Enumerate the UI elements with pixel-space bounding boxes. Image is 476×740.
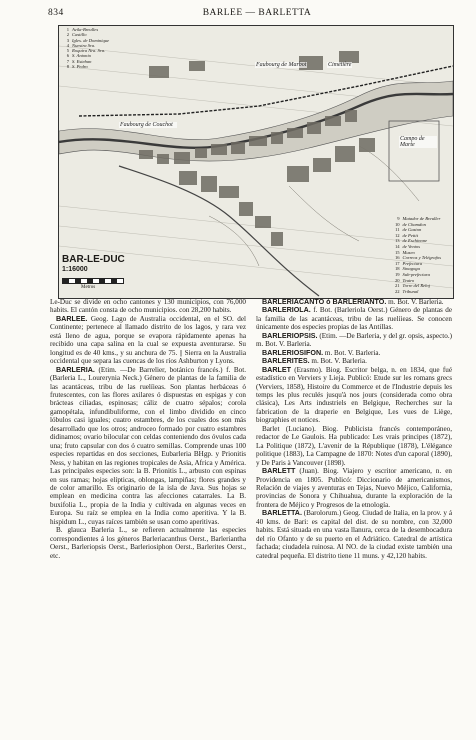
legend-entry: 21 Torre del Reloj: [394, 283, 431, 289]
entry-barleriola: BARLERIOLA. f. Bot. (Barleriola Oerst.) Género de plantas de la familia de las acantáceas, tribu de las ruelíieas. Se conocen únicamente dos especies propias de las Antillas.: [256, 306, 452, 332]
entry-barlee: BARLEE. Geog. Lago de Australia occidental, en el SO. del Continente; pertenece al llamado distrito de los lagos, y rara vez está lleno de agua, porque se evapora rápidamente apenas ha recibido una capa salina en la cual se expuesta aventurarse. Su longitud es de 40 kms., y su anchura de 75. || Sierra en la Australia occidental que separa las cuencas de los ríos Ashburton y Lyons.: [50, 314, 246, 366]
running-title: BARLEE — BARLETTA: [202, 8, 312, 18]
legend-entry: 3 Igles. de Dominique: [66, 37, 110, 43]
legend-entry: 13 de Eschinone: [394, 238, 428, 244]
scale-bar: [62, 278, 124, 284]
legend-entry: 5 Roquira Nra. Sra.: [66, 48, 106, 54]
headword: BARLERIOLA.: [262, 306, 311, 315]
headword: BARLETTA.: [262, 509, 302, 518]
scale-unit: Metros: [81, 285, 96, 290]
legend-entry: 8 S. Pedro: [66, 64, 88, 70]
entry-text: Le-Duc se divide en ocho cantones y 130 municipios, con 76,000 habits. El cantón consta de ocho municipios. con 28,200 habits.: [50, 298, 246, 315]
entry-barlerites: BARLERITES. m. Bot. V. Barleria.: [262, 357, 367, 366]
headword: BARLERIOSIFON.: [262, 348, 324, 357]
legend-entry: 17 Prefectura: [394, 260, 423, 266]
headword: BARLETT: [262, 467, 296, 476]
legend-entry: 20 Teatro: [394, 277, 415, 283]
legend-entry: 10 de Chamdon: [394, 221, 426, 227]
legend-entry: 2 Castillo: [66, 32, 87, 38]
legend-entry: 9 Matador de Breuller: [397, 216, 441, 221]
map-label-faubourg-couchot: Faubourg de Couchot: [119, 122, 177, 128]
map-scale: 1:16000: [62, 266, 88, 273]
entry-barleriopsis: BARLERIOPSIS. (Etim. —De Barleria, y del gr. opsis, aspecto.) m. Bot. V. Barleria.: [256, 331, 452, 349]
left-column: [50, 298, 246, 560]
entry-barleria: BARLERIA. (Etim. —De Barrelier, botánico francés.) f. Bot. (Barleria L., Lourerynia Neck.) Género de plantas de la familia de las acantáceas, tribu de las ruelíieas. Son plantas herbáceas ó frutescentes, con las flores axilares ó dispuestas en espigas y con brácteas ciliadas, espinosas; cáliz de cuatro sépalos; corola gamopétala, infundibuliforme, con el limbo dividido en cinco lóbulos casi iguales; cuatro estambres, de los cuales dos son más desarrollado que los otros; androceo formado por cuatro estambres didinamos; ovario bilocular con celdas conteniendo dos óvulos cada una; fruto capsular con dos ó cuatro semillas. Comprende unas 100 especies repartidas en dos secciones, Eubarleria BHgp. y Prionitis Ness, y habitan en las regiones tropicales de Asia, Africa y América. Las principales especies son: la B. Prionitis L., arbusto con espinas en sus ramas; hojas elípticas, oblongas, lampiñas; flores grandes y de color amarillo. Es originario de la isla de Java. Sus hojas se emplean en medicina contra las afecciones catarrales. La B. buxifolia L., propia de la India y cultivada en algunas veces en Europa. Su raíz se emplea en la India como aperitiva. Y la B. hispidum L., cuyas raíces también se usan como aperitivas.: [50, 365, 246, 526]
legend-entry: 1 Avila-Breulles: [66, 27, 99, 32]
entry-barlet: BARLET (Erasmo). Biog. Escritor belga, n. en 1834, que fué estadístico en Verviers y Lieja. Publicó: Etude sur les romans grecs (Verviers, 1858), Histoire du Commerce et de l'Industrie depuis les temps les plus reculés jusqu'à nos jours (considerada como obra clásica), Les Arts industriels en Belgique, Recherches sur la fabrication de la draperie en Belgique, Les vues de Liège, biographies et notices.: [256, 365, 453, 425]
map-legend-top: [61, 27, 109, 69]
legend-entry: 19 Sub-prefectura: [394, 271, 430, 277]
map-label-cemetery: Cimetière: [328, 62, 352, 68]
entry-barlett: BARLETT (Juan). Biog. Viajero y escritor americano, n. en Providencia en 1805. Publicó: Diccionario de americanismos, Relación de viajes y aventuras en Tejas, Nuevo Méjico, California, provincias de Sonora y Chihuahua, durante la exploración de la frontera de Méjico y Progresos de la etnología.: [256, 467, 452, 509]
page-header: [48, 6, 466, 22]
entry-text: Barlet (Luciano). Biog. Publicista francés contemporáneo, redactor de Le Gaulois. Ha publicado: Les vrais principes (1872), La Politique (1872), L'avenir de la République (1878), L'élégance politique (1883), La Campagne de 1870: Notes d'un caporal (1890), y De Paris à Vancouver (1898).: [256, 424, 452, 467]
city-map: [58, 25, 454, 299]
map-title: BAR-LE-DUC: [62, 254, 125, 265]
headword: BARLEE.: [56, 314, 88, 323]
page-number: 834: [48, 8, 64, 18]
legend-entry: 4 Nuestra Sra.: [66, 42, 96, 48]
headword: BARLERIOPSIS.: [262, 331, 318, 340]
map-label-campo-marte: Campo de Marte: [399, 136, 437, 148]
legend-entry: 16 Correos y Telégrafos: [394, 255, 441, 261]
map-legend-bottom: [390, 216, 441, 294]
headword: BARLERIA.: [56, 365, 95, 374]
entry-barleriacanto: BARLERIACANTO ó BARLERIANTO. m. Bot. V. Barleria.: [262, 298, 444, 306]
legend-entry: 7 S. Esteban: [66, 58, 92, 64]
entry-text: B. glauca Barleria L., se refieren actualmente las especies correspondientes á los géneros Barleriacanthus Oerst., Barleriantha Oerst., Barleriopsis Oerst., Barleriosiphon Oerst., Barlerites Oerst., etc.: [50, 526, 246, 560]
headword: BARLERIACANTO ó BARLERIANTO.: [262, 298, 387, 306]
legend-entry: 15 Museo: [394, 249, 415, 255]
legend-entry: 6 S. Antonio: [66, 53, 92, 59]
map-label-faubourg: Faubourg de Marbot: [256, 62, 307, 68]
legend-entry: 22 Tribunal: [394, 288, 419, 294]
legend-entry: 18 Sinagoga: [394, 266, 420, 272]
legend-entry: 11 de Gaston: [395, 227, 422, 233]
headword: BARLET: [262, 365, 291, 374]
entry-barleriosifon: BARLERIOSIFON. m. Bot. V. Barleria.: [262, 348, 381, 357]
right-column: [256, 298, 452, 560]
entry-barletta: BARLETTA. (Barolorum.) Geog. Ciudad de Italia, en la prov. y á 40 kms. de Bari: es capital del dist. de su nombre, con 32,000 habits. Está situada en una vasta llanura, cerca de la desembocadura del río Ofanto y de su puerto en el Adriático. Catedral de artística fachada; ciudadela ruinosa. Al NO. de la ciudad existe también una catedral pequeña. El distrito tiene 11 muns. y 42,120 habits.: [256, 509, 452, 560]
legend-entry: 12 de Pettit: [394, 232, 418, 238]
legend-entry: 14 de Ventos: [394, 243, 421, 249]
headword: BARLERITES.: [262, 357, 310, 366]
